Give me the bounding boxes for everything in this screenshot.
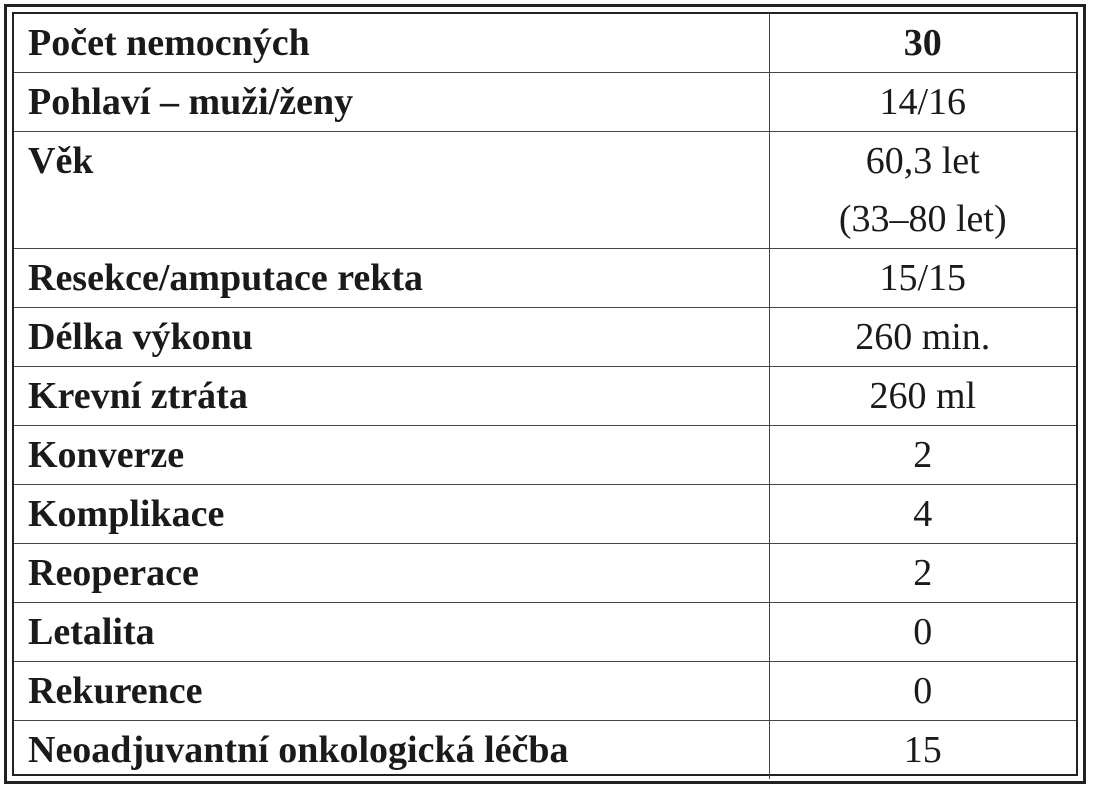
row-value: 15/15 — [769, 249, 1076, 308]
row-value: 2 — [769, 544, 1076, 603]
row-label: Délka výkonu — [14, 308, 769, 367]
table-row — [14, 485, 1076, 544]
table-row — [14, 308, 1076, 367]
row-label: Letalita — [14, 603, 769, 662]
row-label: Pohlaví – muži/ženy — [14, 73, 769, 132]
row-label: Rekurence — [14, 662, 769, 721]
summary-table — [14, 14, 1076, 779]
row-value: 30 — [769, 14, 1076, 73]
row-label: Komplikace — [14, 485, 769, 544]
table-row — [14, 132, 1076, 249]
row-value: 14/16 — [769, 73, 1076, 132]
row-label: Věk — [14, 132, 769, 249]
row-value — [769, 132, 1076, 249]
row-label: Počet nemocných — [14, 14, 769, 73]
row-value: 2 — [769, 426, 1076, 485]
row-label: Konverze — [14, 426, 769, 485]
table-row — [14, 73, 1076, 132]
row-value: 15 — [769, 721, 1076, 780]
table-row — [14, 603, 1076, 662]
row-label: Krevní ztráta — [14, 367, 769, 426]
table-row — [14, 662, 1076, 721]
table-row — [14, 426, 1076, 485]
row-value-line-1: 60,3 let — [865, 140, 980, 182]
table-row — [14, 249, 1076, 308]
row-label: Resekce/amputace rekta — [14, 249, 769, 308]
row-value: 0 — [769, 603, 1076, 662]
table-row — [14, 721, 1076, 780]
table-inner-border — [12, 12, 1078, 776]
table-row — [14, 544, 1076, 603]
row-value-line-2: (33–80 let) — [838, 198, 1007, 240]
row-value: 0 — [769, 662, 1076, 721]
row-value: 260 ml — [769, 367, 1076, 426]
table-row — [14, 367, 1076, 426]
table-row — [14, 14, 1076, 73]
row-label: Reoperace — [14, 544, 769, 603]
row-value: 4 — [769, 485, 1076, 544]
row-value: 260 min. — [769, 308, 1076, 367]
table-outer-border — [4, 4, 1086, 784]
row-label: Neoadjuvantní onkologická léčba — [14, 721, 769, 780]
